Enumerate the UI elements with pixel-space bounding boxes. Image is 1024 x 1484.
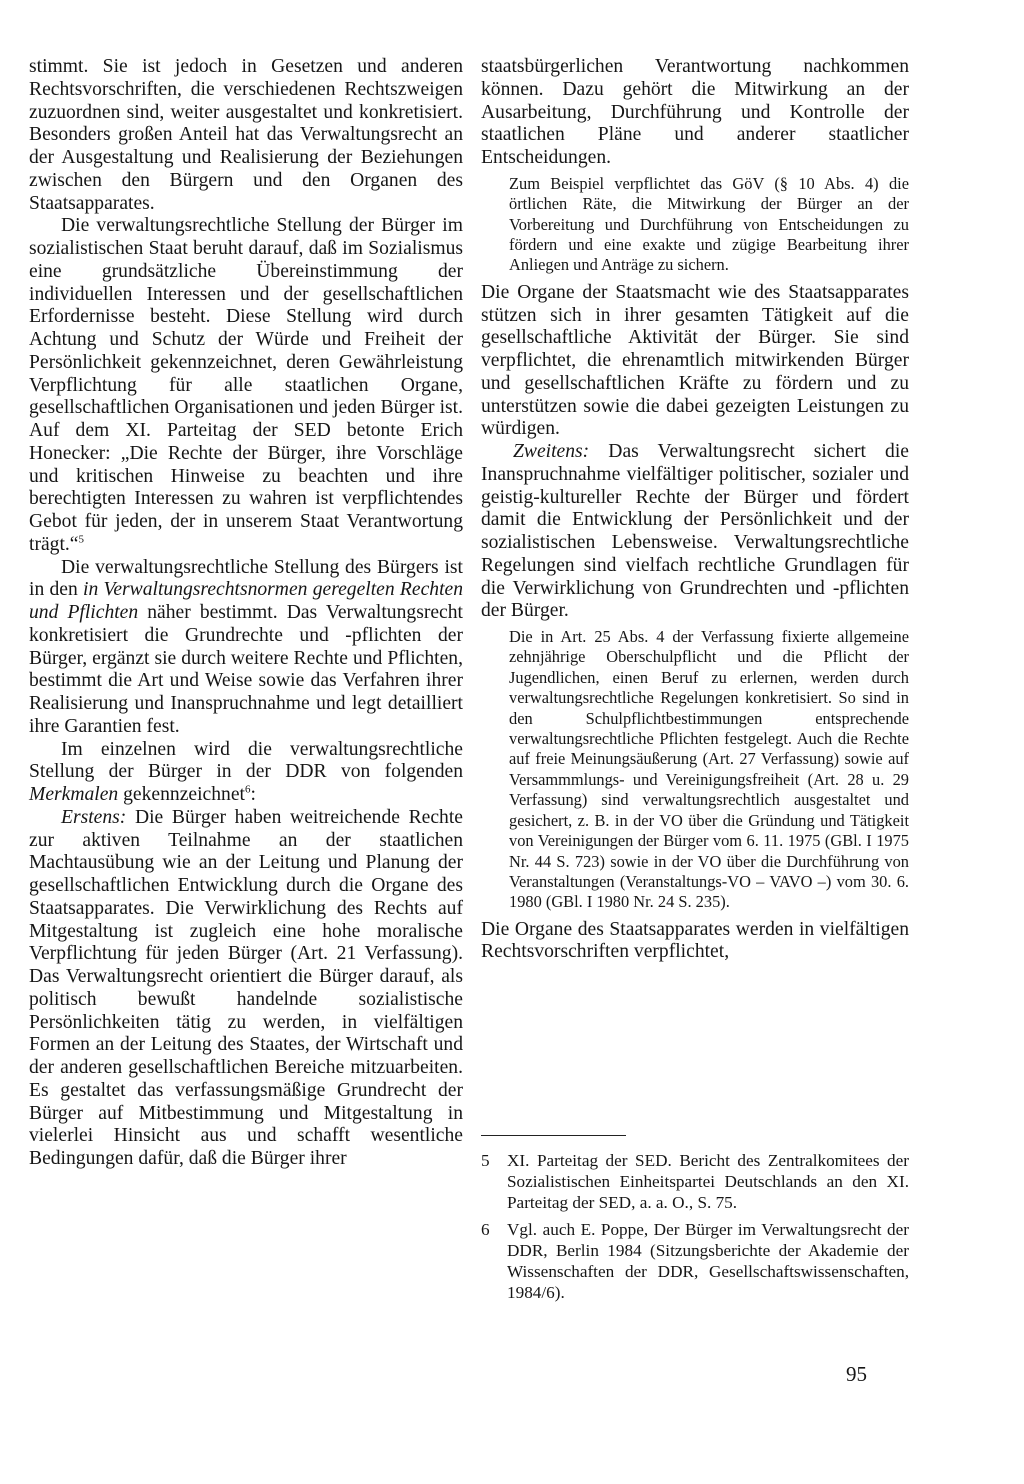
paragraph-features-intro [29,739,463,807]
first-feature-label: Erstens: [61,806,127,828]
paragraph-features-emphasis: Merkmalen [29,784,119,805]
paragraph-features-c: : [250,784,256,805]
paragraph-citizen-status [29,215,463,556]
second-feature-label: Zweitens: [513,441,590,463]
paragraph-organs-obliged: Die Organe des Staatsapparates werden in vielfältigen Rechtsvorschriften verpflichtet, [481,918,909,963]
paragraph-first-feature [29,807,463,1171]
footnote-text: XI. Parteitag der SED. Bericht des Zentralkomitees der Sozialistischen Einheitspartei Deutschlands an den XI. Parteitag der SED, a. a. O., S. 75. [507,1151,909,1213]
paragraph-continuation-right: staatsbürgerlichen Verantwortung nachkommen können. Dazu gehört die Mitwirkung an der Ausarbeitung, Durchführung und Kontrolle der staatlichen Pläne und anderer staatlicher Entscheidungen. [481,56,909,168]
footnote-ref-6: 6 [244,783,251,796]
footnote-ref-5: 5 [78,533,85,546]
example-block-constitution: Die in Art. 25 Abs. 4 der Verfassung fixierte allgemeine zehnjährige Oberschulpflicht und die Pflicht der Jugendlichen, einen Beruf zu erlernen, werden durch verwaltungsrechtliche Regelungen konkretisiert. So sind in den Schulpflichtbestimmungen entsprechende verwaltungsrechtliche Pflichten festgelegt. Auch die Rechte auf freie Meinungsäußerung (Art. 27 Verfassung) sowie auf Versammmlungs- und Vereinigungsfreiheit (Art. 28 u. 29 Verfassung) sind verwaltungsrechtlich ausgestaltet und gesichert, z. B. in der VO über die Gründung und Tätigkeit von Vereinigungen der Bürger vom 6. 11. 1975 (GBl. I 1975 Nr. 44 S. 723) sowie in der VO über die Durchführung von Veranstaltungen (Veranstaltungs-VO – VAVO –) vom 30. 6. 1980 (GBl. I 1980 Nr. 24 S. 235). [509,627,909,912]
right-column [481,56,909,964]
paragraph-rights-duties-emphasis: in Verwaltungsrechtsnormen geregelten Rechten und Pflichten [29,579,464,623]
footnote [481,1150,909,1214]
first-feature-text: Die Bürger haben weitreichende Rechte zur aktiven Teilnahme an der staatlichen Machtausübung wie an der Leitung und Planung der gesellschaftlichen Entwicklung durch die Organe des Staatsapparates. Die Verwirklichung des Rechts auf Mitgestaltung ist zugleich eine hohe moralische Verpflichtung für jeden Bürger (Art. 21 Verfassung). Das Verwaltungsrecht orientiert die Bürger darauf, als politisch bewußt handelnde sozialistische Persönlichkeiten tätig zu werden, in vielfältigen Formen an der Leitung des Staates, der Wirtschaft und der anderen gesellschaftlichen Bereiche mitzuarbeiten. Es gestaltet das verfassungsmäßige Grundrecht der Bürger auf Mitbestimmung und Mitgestaltung in vielerlei Hinsicht aus und schafft wesentliche Bedingungen dafür, daß die Bürger ihrer [29,806,463,1169]
footnote-separator [481,1135,626,1136]
paragraph-rights-duties [29,557,463,739]
footnote-number: 6 [481,1219,490,1239]
second-feature-text: Das Verwaltungsrecht sichert die Inanspruchnahme vielfältiger politischer, sozialer und geistig-kultureller Rechte der Bürger und fördert damit die Entwicklung der Persönlichkeit und der sozialistischen Lebensweise. Verwaltungsrechtliche Regelungen sind vielfach rechtliche Grundlagen für die Verwirklichung von Grundrechten und -pflichten der Bürger. [481,441,909,622]
footnotes [481,1150,909,1308]
paragraph-organs-support: Die Organe der Staatsmacht wie des Staatsapparates stützen sich in ihrer gesamten Tätigkeit auf die gesellschaftliche Aktivität der Bürger. Sie sind verpflichtet, die ehrenamtlich mitwirkenden Bürger und gesellschaftlichen Kräfte zu fördern und zu unterstützen sowie die dabei gezeigten Leistungen zu würdigen. [481,281,909,440]
paragraph-continuation: stimmt. Sie ist jedoch in Gesetzen und anderen Rechtsvorschriften, die verschiedenen Rechtszweigen zuzuordnen sind, weiter ausgestaltet und konkretisiert. Besonders großen Anteil hat das Verwaltungsrecht an der Ausgestaltung und Realisierung der Beziehungen zwischen den Bürgern und den Organen des Staatsapparates. [29,56,463,214]
footnote-number: 5 [481,1151,490,1170]
paragraph-second-feature [481,441,909,623]
paragraph-rights-duties-a: Die verwaltungsrechtliche Stellung des Bürgers ist in den [29,556,463,601]
paragraph-rights-duties-b: näher bestimmt. Das Verwaltungsrecht konkretisiert die Grundrechte und -pflichten der Bürger, ergänzt sie durch weitere Rechte und Pflichten, bestimmt die Art und Weise sowie das Verfahren ihrer Realisierung und Inanspruchnahme und legt detailliert ihre Garantien fest. [29,602,463,737]
footnote [481,1219,909,1304]
paragraph-citizen-status-text: Die verwaltungsrechtliche Stellung der Bürger im sozialistischen Staat beruht darauf, daß im Sozialismus eine grundsätzliche Übereinstimmung der individuellen Interessen und der gesellschaftlichen Erfordernisse besteht. Diese Stellung wird durch Achtung und Schutz der Würde und Freiheit der Persönlichkeit gekennzeichnet, deren Gewährleistung Verpflichtung für alle staatlichen Organe, gesellschaftlichen Organisationen und jeden Bürger ist. Auf dem XI. Parteitag der SED betonte Erich Honecker: „Die Rechte der Bürger, ihre Vorschläge und kritischen Hinweise zu beachten und ihre berechtigten Interessen zu wahren ist verpflichtendes Gebot für jeden, der in unserem Staat Verantwortung trägt.“ [29,215,463,555]
paragraph-features-a: Im einzelnen wird die verwaltungsrechtliche Stellung der Bürger in der DDR von folgenden [29,738,463,783]
paragraph-features-b: gekennzeichnet [118,784,245,805]
example-block-goev: Zum Beispiel verpflichtet das GöV (§ 10 Abs. 4) die örtlichen Räte, die Mitwirkung der Bürger an der Vorbereitung und Durchführung von Entscheidungen zu fördern und eine exakte und zügige Bearbeitung ihrer Anliegen und Anträge zu sichern. [509,173,909,275]
left-column [29,56,463,1171]
page-number: 95 [846,1362,867,1386]
footnote-text: Vgl. auch E. Poppe, Der Bürger im Verwaltungsrecht der DDR, Berlin 1984 (Sitzungsberichte der Akademie der Wissenschaften der DDR, Gesellschaftswissenschaften, 1984/6). [507,1219,909,1303]
